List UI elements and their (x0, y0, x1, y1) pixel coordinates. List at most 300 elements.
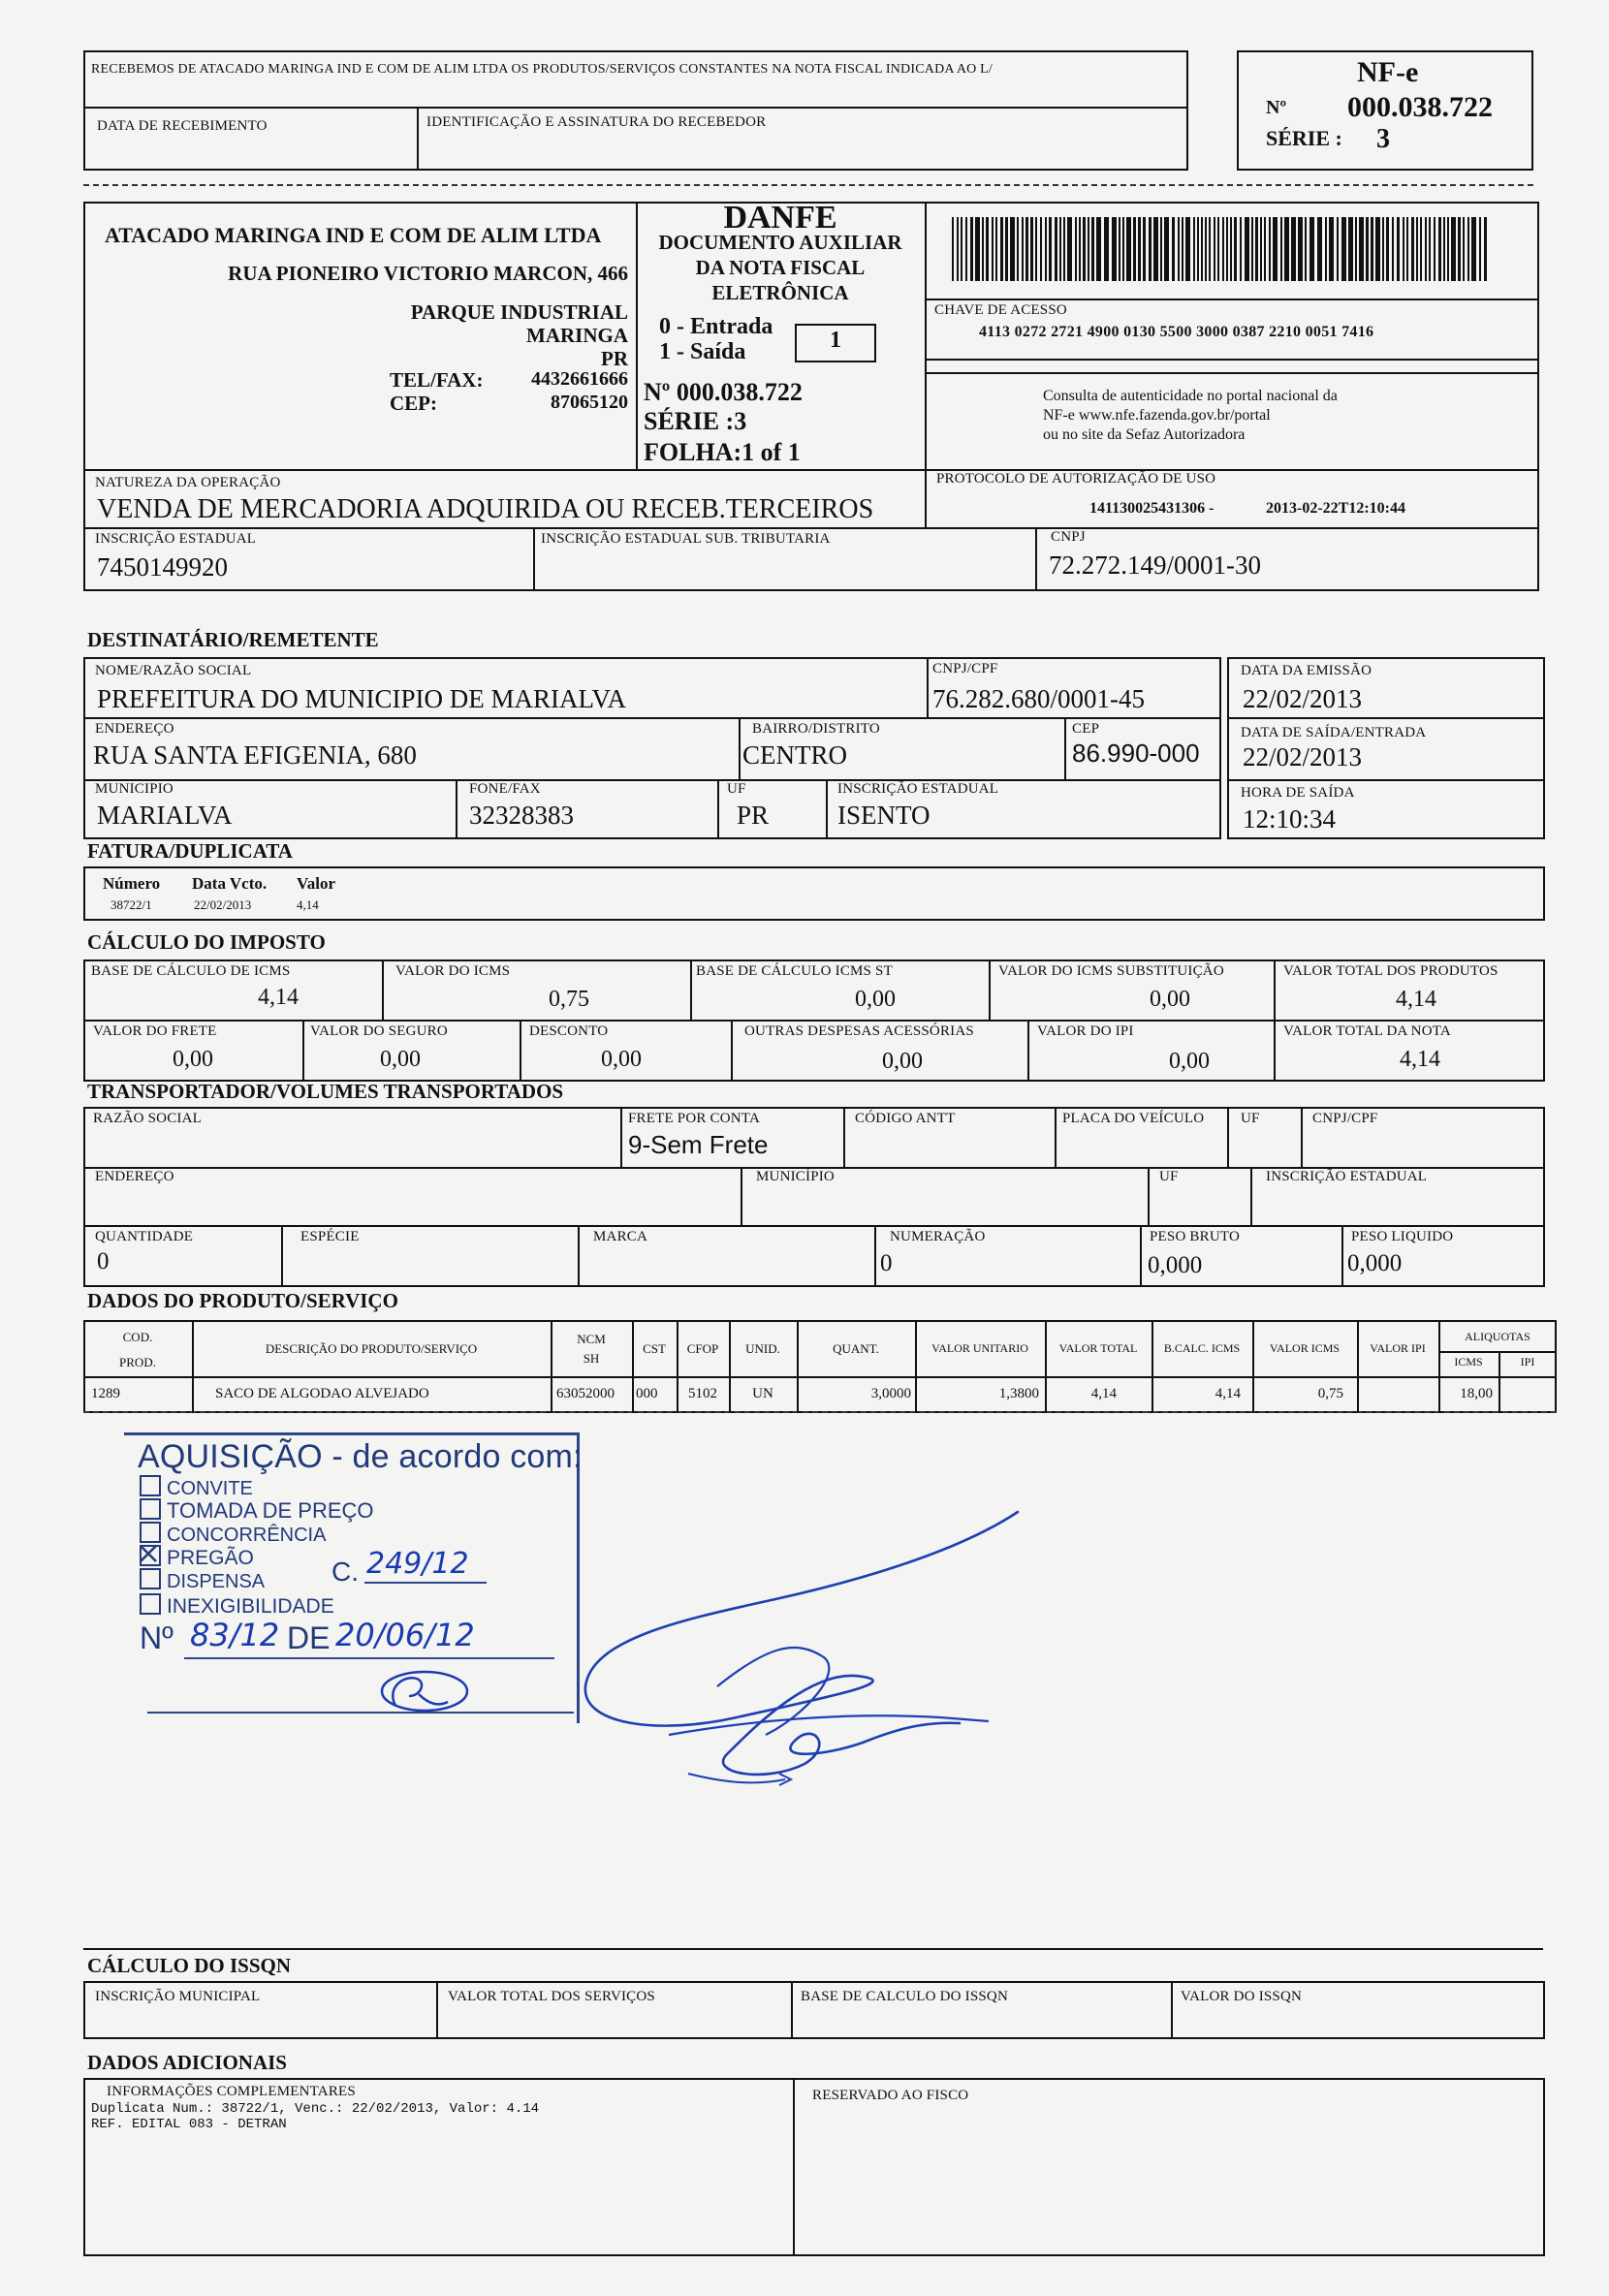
barcode-bar (1096, 217, 1101, 281)
th-quant: QUANT. (833, 1341, 879, 1356)
th-bcalc: B.CALC. ICMS (1163, 1341, 1241, 1355)
stamp-opt-tomada-label: TOMADA DE PREÇO (167, 1498, 374, 1523)
emitente-telfax: 4432661666 (531, 368, 628, 390)
barcode-bar (1458, 217, 1461, 281)
stamp-opt-inexigibilidade-label: INEXIGIBILIDADE (167, 1595, 334, 1618)
barcode-bar (1059, 217, 1061, 281)
barcode-bar (1112, 217, 1117, 281)
checkbox-icon (140, 1475, 161, 1496)
barcode-bar (982, 217, 984, 281)
col-div (1357, 1320, 1359, 1413)
th-cod-2: PROD. (119, 1355, 156, 1369)
datas-line-1 (1227, 717, 1545, 719)
nfe-title: NF-e (1357, 56, 1419, 88)
dest-vline-cep (1064, 717, 1066, 779)
seguro: 0,00 (380, 1047, 421, 1072)
transp-antt-label: CÓDIGO ANTT (855, 1111, 956, 1126)
barcode-bar (1451, 217, 1456, 281)
transp-line-2 (83, 1225, 1545, 1227)
td-aliq-icms: 18,00 (1460, 1386, 1493, 1401)
transp-uf2-label: UF (1159, 1169, 1179, 1184)
dest-fone: 32328383 (469, 801, 574, 830)
cnpj-emitente-label: CNPJ (1051, 529, 1086, 545)
emitente-state: PR (601, 347, 628, 370)
fatura-numero: 38722/1 (110, 897, 152, 912)
barcode-bar (1022, 217, 1024, 281)
barcode-bar (1055, 217, 1057, 281)
barcode-bar (1375, 217, 1380, 281)
barcode-bar (975, 217, 980, 281)
fatura-vcto: 22/02/2013 (194, 897, 252, 912)
td-vunit: 1,3800 (998, 1386, 1039, 1401)
col-div (632, 1320, 634, 1413)
barcode-bar (1240, 217, 1242, 281)
produtos-row-line (83, 1411, 1557, 1413)
v-nota-label: VALOR TOTAL DA NOTA (1283, 1023, 1451, 1039)
transp-v-cnpj (1301, 1107, 1303, 1167)
issqn-v2 (791, 1981, 793, 2039)
barcode-bar (1126, 217, 1131, 281)
imp-v8 (1027, 1020, 1029, 1082)
transp-v-antt (843, 1107, 845, 1167)
v-st: 0,00 (1150, 987, 1190, 1012)
barcode-bar (1397, 217, 1400, 281)
barcode-bar (1234, 217, 1237, 281)
chave-label: CHAVE DE ACESSO (934, 302, 1067, 318)
barcode-bar (1291, 217, 1296, 281)
danfe-tipo: 1 (830, 328, 841, 353)
stamp-option-tomada (140, 1498, 374, 1524)
chave-top-line (925, 299, 1539, 300)
barcode-bar (1264, 217, 1266, 281)
produtos-section-title: DADOS DO PRODUTO/SERVIÇO (87, 1289, 398, 1312)
danfe-folha: FOLHA:1 of 1 (644, 438, 801, 466)
stamp-n-underline (184, 1657, 554, 1659)
danfe-subtitle-3: ELETRÔNICA (711, 281, 849, 304)
dest-fone-label: FONE/FAX (469, 781, 541, 797)
ie-value: 7450149920 (97, 552, 228, 582)
barcode-bar (1063, 217, 1065, 281)
issqn-v1 (436, 1981, 438, 2039)
barcode-bar (1217, 217, 1219, 281)
v-icms: 0,75 (549, 987, 589, 1012)
th-vipi: VALOR IPI (1370, 1341, 1426, 1355)
transp-cnpj-label: CNPJ/CPF (1312, 1111, 1378, 1126)
dest-bairro-label: BAIRRO/DISTRITO (752, 721, 880, 737)
stamp-opt-dispensa-label: DISPENSA (167, 1571, 266, 1592)
th-ncm-1: NCM (577, 1332, 606, 1346)
barcode-bar (1429, 217, 1431, 281)
stamp-opt-concorrencia-label: CONCORRÊNCIA (167, 1525, 327, 1546)
dest-uf: PR (737, 801, 770, 830)
stamp-opt-convite-label: CONVITE (167, 1478, 253, 1499)
transp-v-frete (620, 1107, 622, 1167)
barcode-bar (1355, 217, 1357, 281)
barcode-bar (1193, 217, 1195, 281)
barcode-bar (1143, 217, 1146, 281)
fatura-section-title: FATURA/DUPLICATA (87, 839, 293, 863)
barcode-bar (1133, 217, 1136, 281)
natureza-top-line (83, 469, 925, 471)
transp-v-marca (578, 1225, 580, 1287)
barcode-bar (1284, 217, 1289, 281)
ie-divider-2 (1035, 527, 1037, 591)
fatura-valor-label: Valor (297, 874, 335, 893)
canhoto-divider (83, 107, 1188, 109)
transp-numeracao: 0 (880, 1250, 893, 1276)
adicionais-divider (793, 2078, 795, 2256)
barcode-bar (1226, 217, 1228, 281)
danfe-title: DANFE (723, 200, 837, 236)
transp-municipio-label: MUNICÍPIO (756, 1169, 835, 1184)
barcode-bar (1153, 217, 1158, 281)
outras: 0,00 (882, 1049, 923, 1074)
stamp-n-label: Nº (140, 1620, 174, 1655)
transp-especie-label: ESPÉCIE (300, 1229, 360, 1244)
barcode-bar (965, 217, 967, 281)
stamp-initials-signature (376, 1667, 473, 1715)
dest-cep: 86.990-000 (1072, 739, 1200, 768)
consulta-line-1: Consulta de autenticidade no portal nacional da (1043, 388, 1338, 404)
danfe-entrada: 0 - Entrada (659, 314, 773, 339)
emitente-telfax-label: TEL/FAX: (390, 368, 484, 392)
td-cod: 1289 (91, 1386, 120, 1401)
barcode-bar (1341, 217, 1346, 281)
td-vicms: 0,75 (1317, 1386, 1343, 1401)
barcode-bar (1091, 217, 1094, 281)
imp-v3 (989, 959, 991, 1020)
dest-line-1 (83, 717, 1221, 719)
transp-bruto: 0,000 (1148, 1252, 1203, 1278)
fatura-numero-label: Número (103, 874, 161, 893)
transp-v-esp (281, 1225, 283, 1287)
barcode-bar (1201, 217, 1203, 281)
td-vtotal: 4,14 (1090, 1386, 1117, 1401)
transp-v-placa (1055, 1107, 1057, 1167)
imp-v6 (520, 1020, 521, 1082)
barcode-bar (1075, 217, 1077, 281)
th-vunit: VALOR UNITARIO (931, 1341, 1028, 1355)
dest-hora: 12:10:34 (1243, 804, 1337, 833)
checkbox-icon (140, 1593, 161, 1615)
imp-v2 (690, 959, 692, 1020)
transp-v-ie (1250, 1167, 1252, 1225)
stamp-option-inexigibilidade (140, 1593, 334, 1619)
barcode-bar (1298, 217, 1303, 281)
barcode-bar (1255, 217, 1258, 281)
emitente-name: ATACADO MARINGA IND E COM DE ALIM LTDA (105, 223, 602, 247)
barcode-bar (1366, 217, 1369, 281)
td-unid: UN (752, 1386, 773, 1401)
danfe-saida: 1 - Saída (659, 339, 746, 364)
barcode-bar (970, 217, 973, 281)
barcode-bar (1104, 217, 1109, 281)
protocolo-label: PROTOCOLO DE AUTORIZAÇÃO DE USO (936, 471, 1216, 487)
stamp-de-value: 20/06/12 (335, 1617, 475, 1653)
barcode-bar (1185, 217, 1190, 281)
barcode-bar (1182, 217, 1183, 281)
barcode-bar (1209, 217, 1211, 281)
issqn-vserv-label: VALOR TOTAL DOS SERVIÇOS (448, 1989, 655, 2004)
outras-label: OUTRAS DESPESAS ACESSÓRIAS (744, 1023, 974, 1039)
bc-icms: 4,14 (258, 985, 299, 1010)
barcode-bar (1309, 217, 1314, 281)
fatura-vcto-label: Data Vcto. (192, 874, 268, 893)
barcode-bar (1329, 217, 1334, 281)
nfe-serie: 3 (1376, 124, 1390, 154)
barcode-bar (952, 217, 954, 281)
desconto-label: DESCONTO (529, 1023, 609, 1039)
emitente-cep-label: CEP: (390, 392, 437, 415)
barcode-bar (957, 217, 959, 281)
td-quant: 3,0000 (870, 1386, 911, 1401)
emitente-city: MARINGA (526, 324, 628, 347)
barcode-bar (1382, 217, 1384, 281)
barcode-bar (1337, 217, 1339, 281)
stamp-option-concorrencia (140, 1522, 326, 1547)
issqn-top-rule (83, 1948, 1543, 1950)
barcode-bar (1269, 217, 1271, 281)
barcode-bar (1245, 217, 1249, 281)
consulta-line-3: ou no site da Sefaz Autorizadora (1043, 426, 1246, 443)
td-desc: SACO DE ALGODAO ALVEJADO (215, 1386, 429, 1401)
dest-vline-uf (717, 779, 719, 839)
barcode-bar (1122, 217, 1124, 281)
dest-ie-label: INSCRIÇÃO ESTADUAL (837, 781, 999, 797)
imp-v5 (302, 1020, 304, 1082)
bc-st: 0,00 (855, 987, 896, 1012)
v-st-label: VALOR DO ICMS SUBSTITUIÇÃO (998, 963, 1224, 979)
transp-endereco-label: ENDEREÇO (95, 1169, 174, 1184)
v-icms-label: VALOR DO ICMS (395, 963, 511, 979)
transp-ie-label: INSCRIÇÃO ESTADUAL (1266, 1169, 1428, 1184)
barcode-bar (1067, 217, 1072, 281)
th-vicms: VALOR ICMS (1269, 1341, 1341, 1355)
natureza-value: VENDA DE MERCADORIA ADQUIRIDA OU RECEB.TERCEIROS (97, 494, 874, 524)
stamp-c-label: C. (331, 1557, 359, 1587)
transp-liquido: 0,000 (1347, 1250, 1403, 1276)
th-aliq-icms: ICMS (1454, 1355, 1483, 1368)
data-recebimento-label: DATA DE RECEBIMENTO (97, 118, 268, 134)
barcode-bar (1049, 217, 1052, 281)
stamp-c-value: 249/12 (366, 1547, 469, 1581)
transporte-section-title: TRANSPORTADOR/VOLUMES TRANSPORTADOS (87, 1080, 564, 1103)
transporte-box (83, 1107, 1545, 1287)
dest-vline-ie (826, 779, 828, 839)
barcode-bar (1000, 217, 1003, 281)
danfe-subtitle-2: DA NOTA FISCAL (695, 256, 866, 279)
dest-endereco: RUA SANTA EFIGENIA, 680 (93, 740, 417, 770)
td-cst: 000 (636, 1386, 658, 1401)
barcode-bar (1083, 217, 1086, 281)
stamp-de-label: DE (287, 1620, 331, 1655)
danfe-chave-divider (925, 202, 927, 527)
emitente-cep: 87065120 (551, 392, 628, 413)
dest-municipio-label: MUNICIPIO (95, 781, 174, 797)
canhoto-vdivider (417, 107, 419, 171)
consulta-bottom-line (925, 372, 1539, 374)
protocolo-datetime: 2013-02-22T12:10:44 (1266, 500, 1405, 517)
aliq-split-line (1438, 1351, 1557, 1353)
cut-line (83, 184, 1533, 186)
td-cfop: 5102 (688, 1386, 717, 1401)
barcode-bar (1214, 217, 1215, 281)
seguro-label: VALOR DO SEGURO (310, 1023, 448, 1039)
barcode-bars (952, 217, 1493, 281)
danfe-numero: Nº 000.038.722 (644, 378, 803, 406)
barcode-bar (961, 217, 962, 281)
ipi: 0,00 (1169, 1049, 1210, 1074)
dest-municipio: MARIALVA (97, 801, 233, 830)
dest-endereco-label: ENDEREÇO (95, 721, 174, 737)
barcode-bar (1438, 217, 1441, 281)
th-cod-1: COD. (122, 1330, 153, 1344)
transp-frete: 9-Sem Frete (628, 1130, 769, 1159)
stamp-option-dispensa (140, 1568, 265, 1593)
transp-qtd-label: QUANTIDADE (95, 1229, 194, 1244)
handwritten-signature (572, 1493, 1076, 1812)
dest-nome: PREFEITURA DO MUNICIPIO DE MARIALVA (97, 684, 627, 713)
barcode-bar (1222, 217, 1224, 281)
receipt-text: RECEBEMOS DE ATACADO MARINGA IND E COM DE ALIM LTDA OS PRODUTOS/SERVIÇOS CONSTANTES NA NOTA FISCAL INDICADA AO L/ (91, 62, 994, 77)
consulta-top-line (925, 359, 1539, 361)
dest-hora-label: HORA DE SAÍDA (1241, 785, 1355, 801)
th-ncm-2: SH (583, 1351, 600, 1366)
barcode-bar (1420, 217, 1422, 281)
imp-v4 (1274, 959, 1276, 1082)
produtos-header-line (83, 1376, 1557, 1378)
stamp-bottom-line (147, 1712, 574, 1714)
th-unid: UNID. (745, 1341, 780, 1356)
natureza-label: NATUREZA DA OPERAÇÃO (95, 475, 281, 490)
imp-v1 (382, 959, 384, 1020)
col-div (192, 1320, 194, 1413)
dest-cnpj: 76.282.680/0001-45 (932, 684, 1145, 713)
adicionais-section-title: DADOS ADICIONAIS (87, 2051, 287, 2074)
barcode (952, 217, 1493, 281)
barcode-bar (1079, 217, 1081, 281)
barcode-bar (1030, 217, 1033, 281)
barcode-bar (1251, 217, 1253, 281)
transp-v-bruto (1140, 1225, 1142, 1287)
info-complementares-label: INFORMAÇÕES COMPLEMENTARES (107, 2084, 356, 2099)
bc-st-label: BASE DE CÁLCULO ICMS ST (696, 963, 893, 979)
barcode-bar (1317, 217, 1322, 281)
barcode-bar (1467, 217, 1469, 281)
transp-placa-label: PLACA DO VEÍCULO (1062, 1111, 1205, 1126)
barcode-bar (1017, 217, 1019, 281)
checkbox-icon (140, 1568, 161, 1589)
barcode-bar (1392, 217, 1394, 281)
barcode-bar (992, 217, 994, 281)
dest-emissao: 22/02/2013 (1243, 684, 1363, 713)
barcode-bar (1386, 217, 1389, 281)
dest-bairro: CENTRO (742, 740, 847, 770)
dest-uf-label: UF (727, 781, 746, 797)
barcode-bar (1463, 217, 1465, 281)
datas-line-2 (1227, 779, 1545, 781)
transp-uf-label: UF (1241, 1111, 1260, 1126)
v-nota: 4,14 (1400, 1047, 1440, 1072)
issqn-im-label: INSCRIÇÃO MUNICIPAL (95, 1989, 261, 2004)
barcode-bar (1273, 217, 1278, 281)
barcode-bar (1045, 217, 1047, 281)
barcode-bar (1088, 217, 1089, 281)
transp-v-mun (741, 1167, 742, 1225)
barcode-bar (1479, 217, 1481, 281)
transp-razao-label: RAZÃO SOCIAL (93, 1111, 202, 1126)
cnpj-emitente: 72.272.149/0001-30 (1049, 550, 1261, 580)
barcode-bar (1010, 217, 1015, 281)
transp-marca-label: MARCA (593, 1229, 648, 1244)
issqn-bc-label: BASE DE CALCULO DO ISSQN (801, 1989, 1008, 2004)
barcode-bar (1164, 217, 1169, 281)
th-cst: CST (643, 1341, 666, 1356)
transp-v-uf (1227, 1107, 1229, 1167)
stamp-option-pregao (140, 1545, 254, 1570)
barcode-bar (1471, 217, 1476, 281)
protocolo-number: 141130025431306 - (1089, 500, 1215, 517)
barcode-bar (1403, 217, 1404, 281)
dest-line-2 (83, 779, 1221, 781)
barcode-bar (1005, 217, 1008, 281)
transp-numeracao-label: NUMERAÇÃO (890, 1229, 986, 1244)
transp-v-liq (1341, 1225, 1343, 1287)
barcode-bar (1434, 217, 1435, 281)
v-prod-label: VALOR TOTAL DOS PRODUTOS (1283, 963, 1499, 979)
barcode-bar (1025, 217, 1028, 281)
issqn-section-title: CÁLCULO DO ISSQN (87, 1954, 292, 1977)
issqn-v3 (1171, 1981, 1173, 2039)
info-line-2: REF. EDITAL 083 - DETRAN (91, 2117, 287, 2132)
emitente-street: RUA PIONEIRO VICTORIO MARCON, 466 (228, 262, 628, 285)
th-desc: DESCRIÇÃO DO PRODUTO/SERVIÇO (265, 1341, 478, 1356)
barcode-bar (1359, 217, 1364, 281)
th-aliq: ALIQUOTAS (1465, 1330, 1530, 1343)
transp-qtd: 0 (97, 1248, 110, 1274)
checkbox-icon (140, 1498, 161, 1520)
danfe-subtitle-1: DOCUMENTO AUXILIAR (658, 231, 902, 254)
barcode-bar (1484, 217, 1487, 281)
barcode-bar (1425, 217, 1427, 281)
th-vtotal: VALOR TOTAL (1058, 1341, 1138, 1355)
dest-ie: ISENTO (837, 801, 931, 830)
bc-icms-label: BASE DE CÁLCULO DE ICMS (91, 963, 291, 979)
barcode-bar (1348, 217, 1353, 281)
col-div (677, 1320, 678, 1413)
nfe-numero: 000.038.722 (1347, 91, 1493, 123)
ie-label: INSCRIÇÃO ESTADUAL (95, 531, 257, 547)
frete-label: VALOR DO FRETE (93, 1023, 217, 1039)
dest-saida: 22/02/2013 (1243, 742, 1363, 771)
ie-divider-1 (533, 527, 535, 591)
transp-bruto-label: PESO BRUTO (1150, 1229, 1240, 1244)
frete: 0,00 (173, 1047, 213, 1072)
barcode-bar (1035, 217, 1037, 281)
stamp-opt-pregao-label: PREGÃO (167, 1547, 254, 1569)
reservado-fisco-label: RESERVADO AO FISCO (812, 2088, 969, 2103)
transp-frete-label: FRETE POR CONTA (628, 1111, 760, 1126)
barcode-bar (1149, 217, 1152, 281)
dest-cnpj-label: CNPJ/CPF (932, 661, 998, 676)
identificacao-label: IDENTIFICAÇÃO E ASSINATURA DO RECEBEDOR (426, 114, 767, 130)
barcode-bar (1197, 217, 1199, 281)
info-line-1: Duplicata Num.: 38722/1, Venc.: 22/02/2013, Valor: 4.14 (91, 2101, 540, 2117)
th-cfop: CFOP (686, 1341, 719, 1356)
imposto-section-title: CÁLCULO DO IMPOSTO (87, 930, 326, 954)
th-aliq-ipi: IPI (1520, 1355, 1535, 1368)
dest-nome-label: NOME/RAZÃO SOCIAL (95, 663, 252, 678)
